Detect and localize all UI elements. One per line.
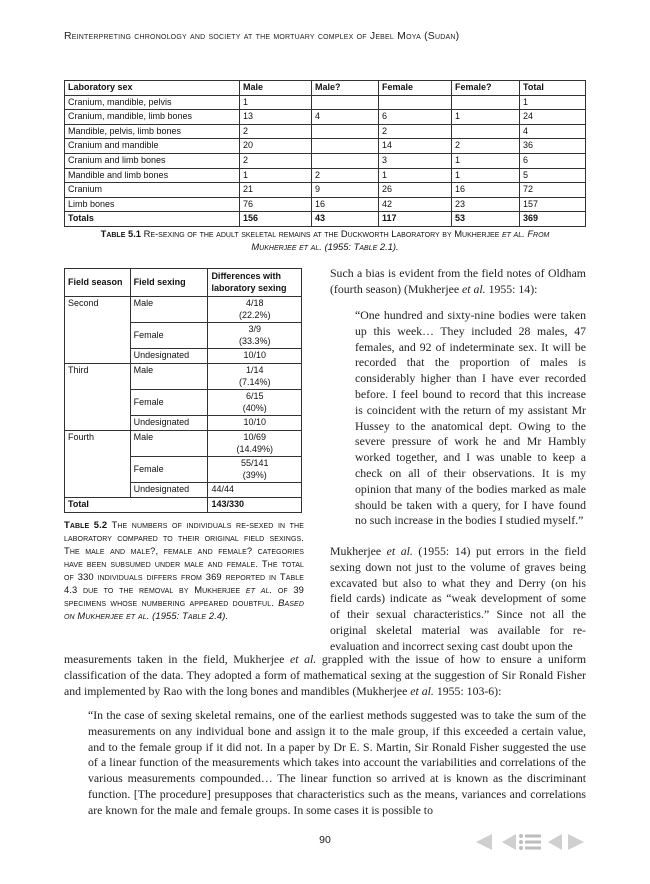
table-cell: 10/10 xyxy=(208,349,302,364)
table-cell: 16 xyxy=(452,183,520,198)
table-cell: 2 xyxy=(240,124,312,139)
diff-count: 4/18 xyxy=(245,298,264,308)
caption-text: Mukherjee et al. xyxy=(251,241,322,252)
table-cell: 4 xyxy=(520,124,586,139)
table-cell: 1 xyxy=(379,168,452,183)
table-cell: Cranium xyxy=(65,183,240,198)
table-cell: Female xyxy=(130,390,208,416)
table-cell: 369 xyxy=(520,212,586,227)
column-header: Differences with laboratory sexing xyxy=(208,269,302,297)
caption-text: Re-sexing of the adult skeletal remains at the Duckworth Laboratory by Mukherjee xyxy=(143,228,500,239)
table-cell xyxy=(208,430,302,456)
table-cell xyxy=(452,95,520,110)
table-cell: 4 xyxy=(312,110,379,125)
block-quote: “One hundred and sixty-nine bodies were taken up this week… They included 28 males, 47 females, and 92 of indeterminate sex. It will be recorded that the proportion of males is considerably higher than I have ever recorded before. I feel bound to record that this increase is coincident with the return of my assistant Mr Hussey to the anatomical dept. Owing to the severe pressure of work he and Mr Hambly worked together, and I was unable to keep a check on all of their observations. It is my opinion that many of the bodies marked as male should be taken with a query, for I have found no such increase in the bodies I studied myself.” xyxy=(355,308,586,528)
diff-percent: (7.14%) xyxy=(238,376,271,387)
table-cell: Cranium and mandible xyxy=(65,139,240,154)
table-5-1-caption xyxy=(64,227,586,253)
table-cell: 43 xyxy=(312,212,379,227)
table-cell: Limb bones xyxy=(65,197,240,212)
caption-text: of 39 specimens whose numbering appeared doubtful. xyxy=(64,584,304,608)
table-cell: 72 xyxy=(520,183,586,198)
column-header: Field sexing xyxy=(130,269,208,297)
caption-text: From xyxy=(527,228,550,239)
table-cell xyxy=(452,124,520,139)
diff-count: 6/15 xyxy=(245,391,264,402)
totals-row xyxy=(65,212,586,227)
diff-percent: (14.49%) xyxy=(236,443,273,454)
table-cell: Female xyxy=(130,457,208,483)
table-cell: 2 xyxy=(379,124,452,139)
table-row xyxy=(65,363,302,389)
first-page-icon[interactable] xyxy=(474,832,494,852)
table-cell: Totals xyxy=(65,212,240,227)
previous-page-icon[interactable] xyxy=(500,832,518,852)
body-paragraph xyxy=(330,266,586,298)
text-run: Such a bias is evident from the field notes of Oldham (fourth season) (Mukherjee xyxy=(330,266,586,296)
diff-count: 3/9 xyxy=(248,324,261,335)
table-cell: 26 xyxy=(379,183,452,198)
table-cell: 23 xyxy=(452,197,520,212)
table-5-2 xyxy=(64,268,302,513)
table-row xyxy=(65,430,302,456)
table-cell: Male xyxy=(130,363,208,389)
table-cell: 42 xyxy=(379,197,452,212)
text-run: (1955: 14) put errors in the field sexing down not just to the volume of graves being excavated but also to what they and Derry (on his field cards) indicate as “weak development of some of their sexual characteristics.” Since not all the original skeletal material was available for re-evaluation and incorrect sexing cast doubt upon the xyxy=(330,544,586,653)
table-cell: 36 xyxy=(520,139,586,154)
table-cell: 117 xyxy=(379,212,452,227)
table-row xyxy=(65,95,586,110)
text-run: measurements taken in the field, Mukherjee xyxy=(64,652,285,666)
back-icon[interactable] xyxy=(546,832,564,852)
text-run: Mukherjee xyxy=(330,544,382,558)
table-cell xyxy=(312,153,379,168)
table-header-row xyxy=(65,269,302,297)
table-cell: Male xyxy=(130,297,208,323)
table-cell: 1 xyxy=(452,153,520,168)
column-header: Total xyxy=(520,81,586,96)
table-cell: Male xyxy=(130,430,208,456)
caption-text: (1955: Table 2.1). xyxy=(324,241,399,252)
caption-source: Based on Mukherjee et al. (1955: Table 2.4). xyxy=(64,597,304,621)
table-cell: Female xyxy=(130,323,208,349)
column-header: Female xyxy=(379,81,452,96)
text-etal: et al. xyxy=(462,281,486,296)
table-cell xyxy=(208,323,302,349)
diff-count: 1/14 xyxy=(245,364,264,375)
table-header-row xyxy=(65,81,586,96)
table-cell: 6 xyxy=(379,110,452,125)
table-cell: Cranium and limb bones xyxy=(65,153,240,168)
table-row xyxy=(65,139,586,154)
table-cell: Fourth xyxy=(65,430,131,497)
table-cell: Undesignated xyxy=(130,483,208,498)
body-paragraph xyxy=(64,652,586,699)
table-cell: 2 xyxy=(452,139,520,154)
table-cell: Undesignated xyxy=(130,349,208,364)
table-row xyxy=(65,168,586,183)
diff-count: 10/69 xyxy=(243,431,266,442)
diff-percent: (33.3%) xyxy=(238,335,271,346)
table-cell: 24 xyxy=(520,110,586,125)
table-row xyxy=(65,197,586,212)
table-cell: 16 xyxy=(312,197,379,212)
table-cell: 6 xyxy=(520,153,586,168)
table-cell xyxy=(208,363,302,389)
table-cell: 14 xyxy=(379,139,452,154)
table-cell: 53 xyxy=(452,212,520,227)
table-cell: 1 xyxy=(240,168,312,183)
table-5-1 xyxy=(64,80,586,227)
column-header: Male xyxy=(240,81,312,96)
table-cell: 21 xyxy=(240,183,312,198)
diff-percent: (39%) xyxy=(242,469,267,480)
table-cell: 76 xyxy=(240,197,312,212)
block-quote: “In the case of sexing skeletal remains, one of the earliest methods suggested was to take the sum of the measurements on any individual bone and assign it to the male group, if this exceeded a certain value, and to the female group if it did not. In a paper by Dr E. S. Martin, Sir Ronald Fisher suggested the use of a linear function of the measurements which takes into account the variabilities and correlations of the various measurements compounded… The linear function so arrived at is known as the discriminant function. [The procedure] presupposes that characteristics such as the means, variances and correlations are known for the male and female groups. In some cases it is possible to xyxy=(88,708,586,817)
table-cell: 157 xyxy=(520,197,586,212)
diff-percent: (40%) xyxy=(242,402,267,413)
table-cell: 1 xyxy=(240,95,312,110)
column-header: Laboratory sex xyxy=(65,81,240,96)
contents-icon[interactable] xyxy=(518,832,542,852)
table-row xyxy=(65,297,302,323)
table-cell: Second xyxy=(65,297,131,364)
table-cell: Cranium, mandible, pelvis xyxy=(65,95,240,110)
table-cell: 143/330 xyxy=(208,497,302,512)
text-run: 1955: 103-6): xyxy=(436,683,502,698)
table-cell xyxy=(208,297,302,323)
table-cell: Third xyxy=(65,363,131,430)
diff-count: 55/141 xyxy=(240,458,269,469)
totals-row xyxy=(65,497,302,512)
text-run: grappled with the issue of how to ensure a uniform classification of the data. They adopted a form of mathematical sexing at the suggestion of Sir Ronald Fisher and implemented by Rao with the long bones and mandibles (Mukherjee xyxy=(64,652,587,698)
table-cell: 9 xyxy=(312,183,379,198)
table-cell xyxy=(312,139,379,154)
table-cell: 44/44 xyxy=(208,483,302,498)
table-cell: 2 xyxy=(312,168,379,183)
caption-label: Table 5.1 xyxy=(100,228,142,239)
running-header: Reinterpreting chronology and society at the mortuary complex of Jebel Moya (Sudan) xyxy=(64,30,460,42)
table-cell xyxy=(312,124,379,139)
table-cell xyxy=(208,457,302,483)
table-cell: 13 xyxy=(240,110,312,125)
diff-percent: (22.2%) xyxy=(238,309,271,320)
table-cell: 1 xyxy=(452,110,520,125)
table-row xyxy=(65,183,586,198)
table-cell: Mandible, pelvis, limb bones xyxy=(65,124,240,139)
caption-etal: et al. xyxy=(502,228,525,239)
column-header: Female? xyxy=(452,81,520,96)
table-row xyxy=(65,153,586,168)
text-etal: et al. xyxy=(410,683,434,698)
caption-etal: et al. xyxy=(245,584,273,595)
page-number: 90 xyxy=(319,834,331,846)
table-row xyxy=(65,110,586,125)
body-paragraph xyxy=(330,544,586,655)
table-cell: 2 xyxy=(240,153,312,168)
table-cell: 20 xyxy=(240,139,312,154)
table-cell: 1 xyxy=(452,168,520,183)
column-header: Field season xyxy=(65,269,131,297)
table-cell xyxy=(379,95,452,110)
column-header: Male? xyxy=(312,81,379,96)
table-cell xyxy=(312,95,379,110)
text-etal: et al. xyxy=(386,544,413,558)
table-cell: 1 xyxy=(520,95,586,110)
table-cell: 5 xyxy=(520,168,586,183)
text-etal: et al. xyxy=(289,652,317,666)
table-cell: Total xyxy=(65,497,208,512)
table-cell: Undesignated xyxy=(130,416,208,431)
table-row xyxy=(65,124,586,139)
table-cell: 3 xyxy=(379,153,452,168)
table-cell: Mandible and limb bones xyxy=(65,168,240,183)
next-page-icon[interactable] xyxy=(566,832,586,852)
caption-text: The numbers of individuals re-sexed in the laboratory compared to their original field sexings. The male and male?, female and female? categories have been subsumed under male and female. The total of 330 individuals differs from 369 reported in Table 4.3 due to the removal by Mukherjee xyxy=(64,519,304,595)
table-cell: 10/10 xyxy=(208,416,302,431)
table-cell: 156 xyxy=(240,212,312,227)
text-run: 1955: 14): xyxy=(488,281,538,296)
caption-label: Table 5.2 xyxy=(64,519,108,530)
table-5-2-caption xyxy=(64,518,304,622)
table-cell xyxy=(208,390,302,416)
table-cell: Cranium, mandible, limb bones xyxy=(65,110,240,125)
